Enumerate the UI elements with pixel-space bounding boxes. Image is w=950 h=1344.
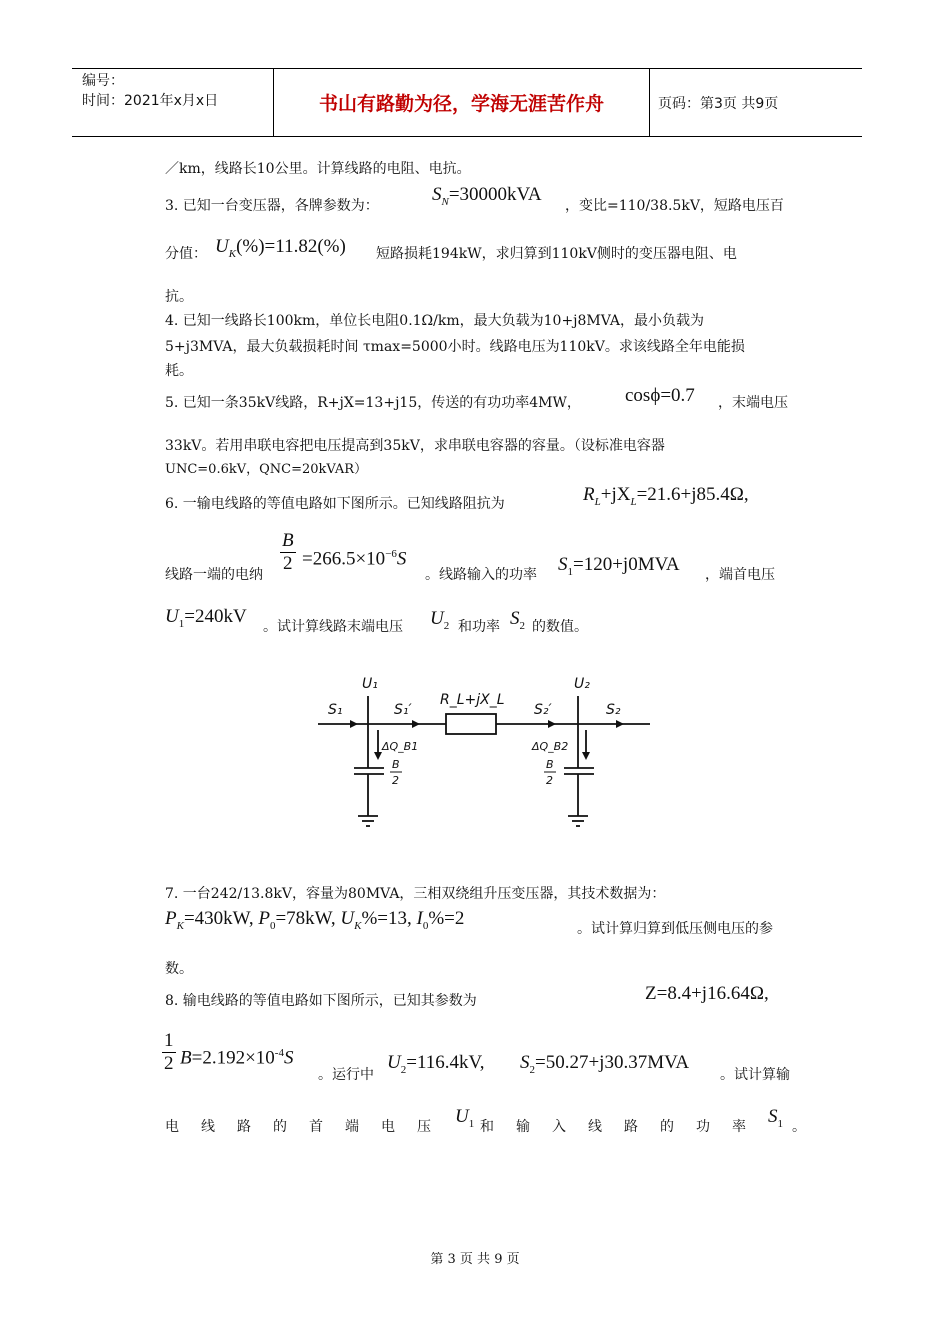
q4-text: 5+j3MVA，最大负载损耗时间 τmax=5000小时。线路电压为110kV。求该线路全年电能损 xyxy=(165,339,745,355)
label-s2: S₂ xyxy=(606,702,621,718)
q8-z: Z=8.4+j16.64Ω, xyxy=(645,983,769,1004)
q8-text: 。 xyxy=(792,1119,806,1135)
q5-text: 5. 已知一条35kV线路，R+jX=13+j15，传送的有功功率4MW， xyxy=(165,395,581,411)
label-b-num: B xyxy=(392,758,400,771)
q3-text: 分值： xyxy=(165,246,207,262)
q8-text: 。运行中 xyxy=(318,1067,374,1083)
q6-text: 的数值。 xyxy=(532,619,588,635)
q8-text: 8. 输电线路的等值电路如下图所示，已知其参数为 xyxy=(165,993,477,1009)
label-b-den: 2 xyxy=(392,774,399,787)
label-s1-prime: S₁′ xyxy=(394,702,412,718)
header-meta xyxy=(72,69,274,136)
header-motto: 书山有路勤为径，学海无涯苦作舟 xyxy=(274,69,650,136)
q7-text: 7. 一台242/13.8kV，容量为80MVA，三相双绕组升压变压器，其技术数据为： xyxy=(165,886,666,902)
q3-uk: $U_K(\%)=11.82(\%)$ xyxy=(215,236,346,260)
header-page: 页码：第3页 共9页 xyxy=(658,95,779,112)
q5-cos: cosϕ=0.7 xyxy=(625,385,695,406)
q8-b: $B=2.192\times 10^{-4}S$ xyxy=(180,1047,294,1069)
q6-zl: $R_L+jX_L=21.6+j85.4\Omega$, xyxy=(583,484,749,508)
q8-s1: $S_1$ xyxy=(768,1106,783,1130)
q5-text: 33kV。若用串联电容把电压提高到35kV，求串联电容器的容量。（设标准电容器 xyxy=(165,438,665,454)
label-impedance: R_L+jX_L xyxy=(440,692,505,708)
q6-text: 。试计算线路末端电压 xyxy=(263,619,403,635)
q7-params: $P_K=430kW$, $P_0=78kW$, $U_K\%=13$, $I_0\%=2$ xyxy=(165,908,465,932)
label-b-num: B xyxy=(546,758,554,771)
page-header xyxy=(72,68,862,137)
page-footer: 第 3 页 共 9 页 xyxy=(430,1252,520,1267)
q5-text: UNC=0.6kV，QNC=20kVAR） xyxy=(165,462,368,477)
q5-text: ，末端电压 xyxy=(718,395,788,411)
q8-u2: $U_2=116.4kV$, xyxy=(387,1052,485,1076)
q3-text: 短路损耗194kW，求归算到110kV侧时的变压器电阻、电 xyxy=(376,246,737,262)
q6-text: 6. 一输电线路的等值电路如下图所示。已知线路阻抗为 xyxy=(165,496,505,512)
label-s2-prime: S₂′ xyxy=(534,702,552,718)
label-s1: S₁ xyxy=(328,702,343,718)
label-u1: U₁ xyxy=(362,676,378,692)
q6-fraction: $\frac{B}{2}$ xyxy=(282,530,294,574)
q3-text: 3. 已知一台变压器，各牌参数为： xyxy=(165,198,379,214)
time-label: 时间：2021年x月x日 xyxy=(82,93,219,109)
q6-s1: $S_1=120+j0MVA$ xyxy=(558,554,680,578)
q7-text: 数。 xyxy=(165,961,193,977)
q8-fraction: $\frac{1}{2}$ xyxy=(164,1030,174,1074)
q6-text: 和功率 xyxy=(458,619,500,635)
label-dqb2: ΔQ_B2 xyxy=(532,740,569,753)
label-dqb1: ΔQ_B1 xyxy=(382,740,419,753)
q6-u1: $U_1=240kV$ xyxy=(165,606,247,630)
q3-text: ，变比=110/38.5kV，短路电压百 xyxy=(565,198,784,214)
q6-text: 线路一端的电纳 xyxy=(165,567,263,583)
q6-u2: $U_2$ xyxy=(430,608,450,632)
q6-b: $=266.5\times 10^{-6}S$ xyxy=(302,548,407,570)
label-u2: U₂ xyxy=(574,676,590,692)
label-b-den: 2 xyxy=(546,774,553,787)
q4-text: 4. 已知一线路长100km，单位长电阻0.1Ω/km，最大负载为10+j8MVA，最小负载为 xyxy=(165,313,705,329)
q8-text: 和输入线路的功率 xyxy=(480,1119,768,1135)
q3-sn: $S_N=30000kVA$ xyxy=(432,184,542,208)
equivalent-circuit-diagram xyxy=(316,668,656,840)
text-line: ／km，线路长10公里。计算线路的电阻、电抗。 xyxy=(165,161,471,177)
q8-text: 。试计算输 xyxy=(720,1067,790,1083)
q3-text: 抗。 xyxy=(165,289,193,305)
q6-text: ，端首电压 xyxy=(705,567,775,583)
q8-u1: $U_1$ xyxy=(455,1106,475,1130)
q4-text: 耗。 xyxy=(165,363,193,379)
q8-text: 电线路的首端电压 xyxy=(165,1119,453,1135)
q8-s2: $S_2=50.27+j30.37MVA$ xyxy=(520,1052,690,1076)
q6-text: 。线路输入的功率 xyxy=(425,567,537,583)
number-label: 编号： xyxy=(82,73,124,89)
q7-text: 。试计算归算到低压侧电压的参 xyxy=(577,921,773,937)
q6-s2: $S_2$ xyxy=(510,608,525,632)
